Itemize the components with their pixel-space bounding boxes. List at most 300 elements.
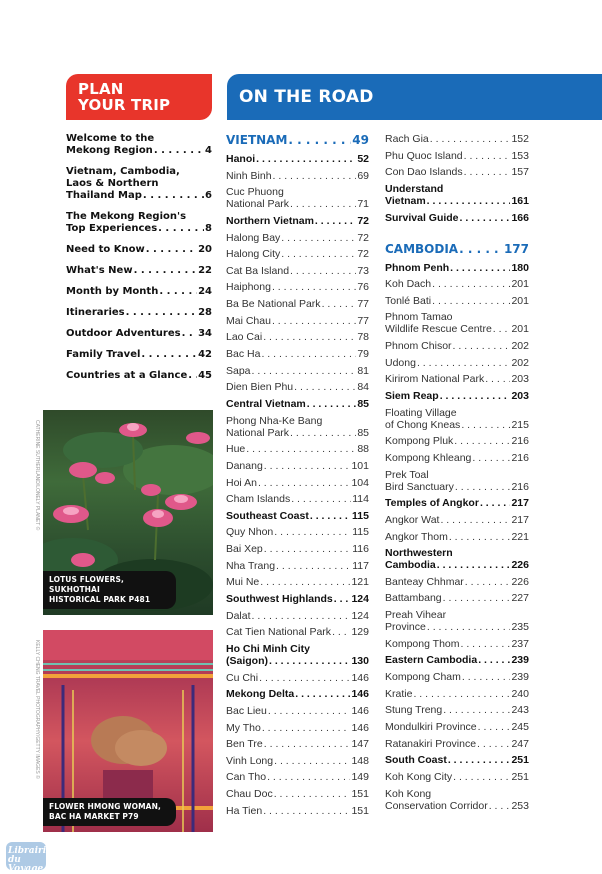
toc-entry[interactable] xyxy=(226,722,369,734)
dot-leader xyxy=(295,688,350,700)
toc-region-entry[interactable] xyxy=(385,754,529,766)
entry-title: (Saigon) xyxy=(226,654,268,667)
entry-title: Halong Bay xyxy=(226,231,281,244)
toc-entry[interactable] xyxy=(226,265,369,277)
entry-title: Koh Dach xyxy=(385,278,432,291)
entry-title: Dien Bien Phu xyxy=(226,381,294,394)
toc-entry[interactable] xyxy=(226,560,369,572)
toc-region-entry[interactable] xyxy=(385,547,529,571)
toc-region-entry[interactable] xyxy=(226,153,369,165)
entry-title: Conservation Corridor xyxy=(385,799,488,812)
dot-leader xyxy=(453,340,511,352)
entry-title-row xyxy=(226,477,369,489)
entry-title-row xyxy=(385,621,529,633)
entry-title: Bac Ha xyxy=(226,348,261,361)
toc-entry[interactable] xyxy=(385,357,529,369)
page-number: 117 xyxy=(352,559,369,572)
entry-title-line: Phnom Tamao xyxy=(385,311,453,324)
dot-leader xyxy=(480,497,511,509)
entry-title: VIETNAM xyxy=(226,133,288,147)
entry-title: Kratie xyxy=(385,687,413,700)
toc-entry[interactable] xyxy=(385,576,529,588)
page-number: 77 xyxy=(357,298,369,311)
dot-leader xyxy=(272,281,356,293)
dot-leader xyxy=(461,638,511,650)
toc-entry[interactable] xyxy=(385,407,529,431)
dot-leader xyxy=(477,738,510,750)
toc-entry[interactable] xyxy=(385,788,529,812)
dot-leader xyxy=(464,166,511,178)
page-number: 115 xyxy=(352,526,369,539)
page-number: 221 xyxy=(511,530,529,543)
toc-entry[interactable] xyxy=(226,170,369,182)
toc-entry[interactable] xyxy=(385,704,529,716)
logo-line1: Librairie xyxy=(8,846,52,856)
entry-title-row xyxy=(226,298,369,310)
dot-leader xyxy=(443,592,511,604)
entry-title: Countries at a Glance xyxy=(66,370,188,381)
entry-title: Temples of Angkor xyxy=(385,497,479,510)
entry-title: Survival Guide xyxy=(385,211,459,224)
page-number: 76 xyxy=(357,281,369,294)
plan-toc-item[interactable] xyxy=(66,370,212,382)
toc-entry[interactable] xyxy=(226,348,369,360)
entry-title-row xyxy=(385,242,529,257)
dot-leader xyxy=(261,348,356,360)
entry-title-line: The Mekong Region's xyxy=(66,211,187,222)
dot-leader xyxy=(268,705,351,717)
entry-title-row xyxy=(226,526,369,538)
entry-title-row xyxy=(226,688,369,700)
toc-entry[interactable] xyxy=(385,531,529,543)
entry-title: Tonlé Bati xyxy=(385,294,432,307)
dot-leader xyxy=(263,805,350,817)
toc-entry[interactable] xyxy=(226,805,369,817)
page-number: 45 xyxy=(198,370,212,381)
dot-leader xyxy=(158,223,204,235)
page-number: 121 xyxy=(351,576,369,589)
entry-title-row xyxy=(226,232,369,244)
page-number: 77 xyxy=(357,314,369,327)
toc-region-entry[interactable] xyxy=(226,688,369,700)
dot-leader xyxy=(448,754,511,766)
dot-leader xyxy=(478,721,511,733)
dot-leader xyxy=(427,621,511,633)
entry-title-row xyxy=(66,328,212,340)
toc-entry[interactable] xyxy=(385,771,529,783)
plan-toc-item[interactable] xyxy=(66,349,212,361)
dot-leader xyxy=(478,654,510,666)
page-number: 4 xyxy=(205,145,212,156)
entry-title: Kompong Pluk xyxy=(385,435,454,448)
entry-title-row xyxy=(226,133,369,148)
entry-title-row xyxy=(226,576,369,588)
toc-entry[interactable] xyxy=(385,150,529,162)
toc-entry[interactable] xyxy=(385,295,529,307)
toc-region-entry[interactable] xyxy=(226,593,369,605)
toc-entry[interactable] xyxy=(226,248,369,260)
dot-leader xyxy=(154,145,204,157)
entry-title-row xyxy=(226,248,369,260)
entry-title: Angkor Thom xyxy=(385,530,448,543)
entry-title: Ha Tien xyxy=(226,804,263,817)
dot-leader xyxy=(146,244,197,256)
entry-title-line: Floating Village xyxy=(385,406,457,419)
entry-title: Phnom Penh xyxy=(385,261,450,274)
page-number: 28 xyxy=(198,307,212,318)
page-number: 217 xyxy=(511,513,529,526)
toc-region-entry[interactable] xyxy=(385,390,529,402)
toc-entry[interactable] xyxy=(226,755,369,767)
page-number: 253 xyxy=(511,799,529,812)
dot-leader xyxy=(290,427,356,439)
toc-entry[interactable] xyxy=(385,340,529,352)
page-number: 226 xyxy=(511,559,529,572)
entry-title-row xyxy=(226,198,369,210)
page-number: 69 xyxy=(357,169,369,182)
dot-leader xyxy=(291,493,351,505)
toc-entry[interactable] xyxy=(385,166,529,178)
entry-title-row xyxy=(385,771,529,783)
page-number: 71 xyxy=(357,198,369,211)
page-number: 22 xyxy=(198,265,212,276)
toc-region-entry[interactable] xyxy=(385,497,529,509)
dot-leader xyxy=(272,315,356,327)
toc-entry[interactable] xyxy=(385,721,529,733)
toc-entry[interactable] xyxy=(385,738,529,750)
entry-title-row xyxy=(66,265,212,277)
dot-leader xyxy=(252,365,357,377)
entry-title-row xyxy=(385,688,529,700)
page-number: 157 xyxy=(511,166,529,179)
logo-text xyxy=(8,847,52,874)
entry-title: Quy Nhon xyxy=(226,526,274,539)
dot-leader xyxy=(252,610,351,622)
toc-entry[interactable] xyxy=(226,460,369,472)
toc-entry[interactable] xyxy=(226,738,369,750)
toc-entry[interactable] xyxy=(226,610,369,622)
page-number: 104 xyxy=(351,476,369,489)
toc-entry[interactable] xyxy=(385,278,529,290)
toc-region-entry[interactable] xyxy=(226,643,369,667)
dot-leader xyxy=(472,452,510,464)
entry-title-row xyxy=(226,805,369,817)
entry-title-row xyxy=(385,435,529,447)
plan-toc-item[interactable] xyxy=(66,133,212,157)
entry-title-row xyxy=(226,593,369,605)
toc-entry[interactable] xyxy=(226,331,369,343)
dot-leader xyxy=(334,593,351,605)
page-number: 226 xyxy=(511,575,529,588)
toc-entry[interactable] xyxy=(385,435,529,447)
toc-country-heading[interactable] xyxy=(226,133,369,148)
lotus-photo-credit: CATHERINE SUTHERLAND/LONELY PLANET © xyxy=(34,420,40,531)
flower-hmong-woman-photo xyxy=(43,630,213,832)
plan-toc-item[interactable] xyxy=(66,265,212,277)
toc-entry[interactable] xyxy=(385,592,529,604)
dot-leader xyxy=(332,626,350,638)
entry-title: Bac Lieu xyxy=(226,704,267,717)
entry-title-row xyxy=(66,190,212,202)
page-number: 78 xyxy=(357,331,369,344)
toc-column-vietnam xyxy=(226,133,369,821)
toc-entry[interactable] xyxy=(226,626,369,638)
toc-entry[interactable] xyxy=(385,671,529,683)
plan-toc-item[interactable] xyxy=(66,211,212,235)
toc-entry[interactable] xyxy=(226,186,369,210)
toc-entry[interactable] xyxy=(226,443,369,455)
entry-title-line: Prek Toal xyxy=(385,468,429,481)
entry-title: Kompong Cham xyxy=(385,671,461,684)
toc-region-entry[interactable] xyxy=(385,262,529,274)
page-number: 146 xyxy=(351,704,369,717)
page-number: 166 xyxy=(511,211,529,224)
plan-toc-item[interactable] xyxy=(66,286,212,298)
toc-entry[interactable] xyxy=(226,381,369,393)
entry-title: Central Vietnam xyxy=(226,397,306,410)
entry-title: Bai Xep xyxy=(226,543,263,556)
toc-region-entry[interactable] xyxy=(385,654,529,666)
entry-title-row xyxy=(226,170,369,182)
toc-entry[interactable] xyxy=(226,232,369,244)
page-number: 153 xyxy=(511,149,529,162)
entry-title-row xyxy=(385,133,529,145)
toc-entry[interactable] xyxy=(385,133,529,145)
toc-entry[interactable] xyxy=(385,638,529,650)
entry-title: Hoi An xyxy=(226,476,257,489)
dot-leader xyxy=(281,232,356,244)
page-number: 202 xyxy=(511,356,529,369)
dot-leader xyxy=(290,265,356,277)
dot-leader xyxy=(461,419,510,431)
dot-leader xyxy=(188,370,197,382)
page-number: 20 xyxy=(198,244,212,255)
toc-entry[interactable] xyxy=(226,543,369,555)
dot-leader xyxy=(432,295,510,307)
entry-title: Ninh Binh xyxy=(226,169,272,182)
entry-title: Northern Vietnam xyxy=(226,214,314,227)
toc-entry[interactable] xyxy=(226,298,369,310)
dot-leader xyxy=(430,133,511,145)
page-number: 161 xyxy=(511,194,529,207)
toc-entry[interactable] xyxy=(385,311,529,335)
dot-leader xyxy=(294,381,356,393)
toc-entry[interactable] xyxy=(385,514,529,526)
entry-title-row xyxy=(226,655,369,667)
entry-title: Danang xyxy=(226,459,263,472)
page-number: 177 xyxy=(503,241,529,256)
entry-title-row xyxy=(385,497,529,509)
entry-title-row xyxy=(385,262,529,274)
entry-title-row xyxy=(385,704,529,716)
dot-leader xyxy=(159,286,197,298)
entry-title-row xyxy=(226,381,369,393)
page-number: 101 xyxy=(351,459,369,472)
entry-title-row xyxy=(226,543,369,555)
dot-leader xyxy=(141,349,197,361)
entry-title-row xyxy=(385,514,529,526)
lotus-flowers-photo xyxy=(43,410,213,615)
entry-title-row xyxy=(385,481,529,493)
entry-title: Chau Doc xyxy=(226,788,273,801)
plan-toc-item[interactable] xyxy=(66,328,212,340)
toc-region-entry[interactable] xyxy=(385,183,529,207)
dot-leader xyxy=(182,328,197,340)
page-number: 42 xyxy=(198,349,212,360)
entry-title: Province xyxy=(385,621,426,634)
entry-title-row xyxy=(385,452,529,464)
toc-entry[interactable] xyxy=(226,365,369,377)
dot-leader xyxy=(267,771,350,783)
page-number: 148 xyxy=(351,754,369,767)
entry-title: of Chong Kneas xyxy=(385,418,461,431)
entry-title-row xyxy=(385,357,529,369)
entry-title: Koh Kong City xyxy=(385,770,453,783)
dot-leader xyxy=(262,722,351,734)
page-number: 216 xyxy=(511,480,529,493)
dot-leader xyxy=(460,212,511,224)
page-number: 115 xyxy=(352,509,369,522)
toc-entry[interactable] xyxy=(226,281,369,293)
entry-title: Kirirom National Park xyxy=(385,373,485,386)
toc-entry[interactable] xyxy=(226,672,369,684)
dot-leader xyxy=(315,215,356,227)
globe-logo-icon xyxy=(2,842,52,874)
entry-title: Ba Be National Park xyxy=(226,298,321,311)
page-number: 88 xyxy=(357,443,369,456)
entry-title-line: Understand xyxy=(385,182,444,195)
entry-title: Month by Month xyxy=(66,286,159,297)
entry-title-line: Welcome to the xyxy=(66,133,155,144)
dot-leader xyxy=(449,531,511,543)
dot-leader xyxy=(288,133,351,148)
entry-title: Cambodia xyxy=(385,559,436,572)
entry-title: Mai Chau xyxy=(226,314,271,327)
page-number: 85 xyxy=(357,397,369,410)
dot-leader xyxy=(263,331,356,343)
toc-entry[interactable] xyxy=(385,609,529,633)
dot-leader xyxy=(437,559,511,571)
dot-leader xyxy=(274,755,350,767)
dot-leader xyxy=(450,262,510,274)
toc-entry[interactable] xyxy=(385,452,529,464)
entry-title-row xyxy=(66,223,212,235)
toc-entry[interactable] xyxy=(385,688,529,700)
toc-country-heading[interactable] xyxy=(385,242,529,257)
toc-entry[interactable] xyxy=(226,771,369,783)
toc-region-entry[interactable] xyxy=(385,212,529,224)
entry-title-row xyxy=(66,145,212,157)
toc-entry[interactable] xyxy=(226,493,369,505)
dot-leader xyxy=(256,153,356,165)
entry-title-line: Laos & Northern xyxy=(66,178,159,189)
page-number: 130 xyxy=(351,654,369,667)
toc-entry[interactable] xyxy=(226,705,369,717)
hmong-caption-line2: BAC HA MARKET P79 xyxy=(49,812,139,821)
entry-title: Haiphong xyxy=(226,281,271,294)
entry-title: Cham Islands xyxy=(226,493,291,506)
dot-leader xyxy=(413,688,510,700)
entry-title: National Park xyxy=(226,426,290,439)
entry-title-row xyxy=(385,671,529,683)
dot-leader xyxy=(453,771,510,783)
dot-leader xyxy=(307,398,357,410)
dot-leader xyxy=(143,190,204,202)
entry-title: Vinh Long xyxy=(226,754,274,767)
page-number: 201 xyxy=(511,323,529,336)
toc-region-entry[interactable] xyxy=(226,510,369,522)
plan-toc-item[interactable] xyxy=(66,244,212,256)
toc-entry[interactable] xyxy=(226,315,369,327)
dot-leader xyxy=(281,248,356,260)
entry-title-row xyxy=(385,531,529,543)
toc-entry[interactable] xyxy=(385,373,529,385)
page-number: 215 xyxy=(511,418,529,431)
dot-leader xyxy=(322,298,357,310)
page-number: 73 xyxy=(357,264,369,277)
entry-title: Con Dao Islands xyxy=(385,166,463,179)
page-number: 203 xyxy=(511,373,529,386)
entry-title: Ben Tre xyxy=(226,738,263,751)
plan-toc-item[interactable] xyxy=(66,166,212,202)
dot-leader xyxy=(134,265,198,277)
entry-title: Can Tho xyxy=(226,771,267,784)
dot-leader xyxy=(273,170,357,182)
page-number: 6 xyxy=(205,190,212,201)
page-number: 180 xyxy=(511,261,529,274)
toc-entry[interactable] xyxy=(226,788,369,800)
entry-title-row xyxy=(385,721,529,733)
entry-title-row xyxy=(385,654,529,666)
toc-entry[interactable] xyxy=(226,526,369,538)
page-number: 81 xyxy=(357,364,369,377)
entry-title: Phu Quoc Island xyxy=(385,149,463,162)
dot-leader xyxy=(264,543,351,555)
dot-leader xyxy=(417,357,511,369)
entry-title-row xyxy=(226,365,369,377)
entry-title: Wildlife Rescue Centre xyxy=(385,323,492,336)
entry-title: Angkor Wat xyxy=(385,513,440,526)
logo-line2: du Voyage xyxy=(8,855,44,874)
entry-title-row xyxy=(385,340,529,352)
dot-leader xyxy=(440,514,510,526)
entry-title-row xyxy=(385,576,529,588)
entry-title: My Tho xyxy=(226,721,261,734)
entry-title-row xyxy=(226,265,369,277)
entry-title-row xyxy=(226,348,369,360)
entry-title-line: Northwestern xyxy=(385,547,453,560)
entry-title-row xyxy=(66,244,212,256)
toc-region-entry[interactable] xyxy=(226,398,369,410)
plan-toc-item[interactable] xyxy=(66,307,212,319)
page-number: 149 xyxy=(351,771,369,784)
toc-entry[interactable] xyxy=(385,469,529,493)
plan-banner-line2: YOUR TRIP xyxy=(78,96,171,114)
toc-entry[interactable] xyxy=(226,415,369,439)
entry-title: Lao Cai xyxy=(226,331,263,344)
toc-region-entry[interactable] xyxy=(226,215,369,227)
toc-entry[interactable] xyxy=(226,576,369,588)
dot-leader xyxy=(264,460,351,472)
dot-leader xyxy=(258,477,351,489)
entry-title-line: Preah Vihear xyxy=(385,609,447,622)
hmong-caption-line1: FLOWER HMONG WOMAN, xyxy=(49,802,161,811)
entry-title-row xyxy=(385,278,529,290)
toc-entry[interactable] xyxy=(226,477,369,489)
entry-title-row xyxy=(385,738,529,750)
page-number: 72 xyxy=(357,214,369,227)
page-number: 52 xyxy=(357,153,369,165)
